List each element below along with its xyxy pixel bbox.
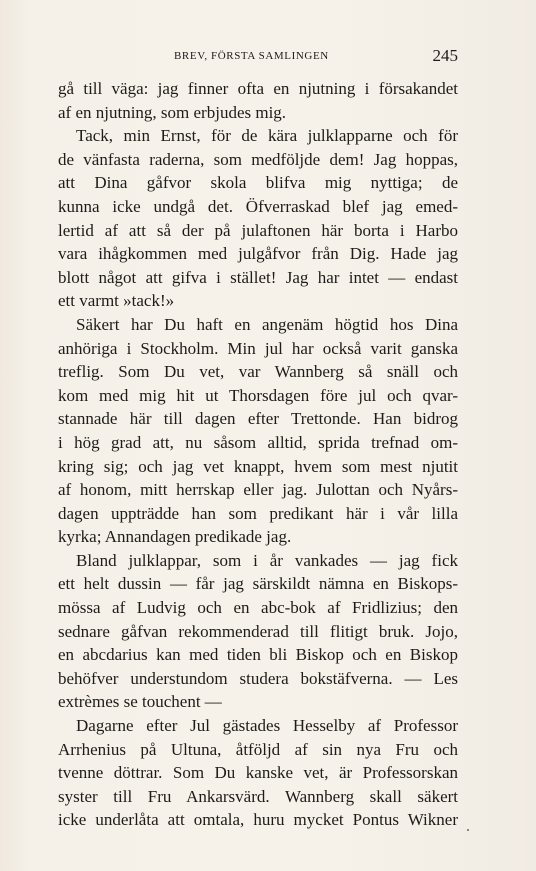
- text-line: anhöriga i Stockholm. Min jul har också varit ganska: [58, 338, 458, 358]
- text-line: af en njutning, som erbjudes mig.: [58, 102, 287, 122]
- text-line: af honom, mitt herrskap eller jag. Julottan och Nyårs-: [58, 480, 458, 500]
- text-line: syster till Fru Ankarsvärd. Wannberg skall säkert: [58, 786, 458, 806]
- text-line: blott något att gifva i stället! Jag har intet — endast: [58, 267, 458, 287]
- text-line: stannade här till dagen efter Trettonde. Han bidrog: [58, 409, 458, 429]
- body-text: [58, 77, 458, 832]
- text-line: lertid af att så der på julaftonen här borta i Harbo: [58, 220, 458, 240]
- text-line: ett varmt »tack!»: [58, 291, 175, 311]
- text-line: att Dina gåfvor skola blifva mig nyttiga; de: [58, 173, 458, 193]
- text-line: Tack, min Ernst, för de kära julklapparne och för: [76, 126, 458, 146]
- text-line: i hög grad att, nu såsom alltid, sprida trefnad om-: [58, 432, 458, 452]
- text-line: mössa af Ludvig och en abc-bok af Fridlizius; den: [58, 598, 458, 618]
- text-line: vara ihågkommen med julgåfvor från Dig. Hade jag: [58, 244, 458, 264]
- page-header: [58, 46, 458, 68]
- text-line: extrèmes se touchent —: [58, 692, 222, 712]
- paper-speck: [467, 829, 469, 831]
- text-line: en abcdarius kan med tiden bli Biskop och en Biskop: [58, 645, 458, 665]
- text-line: dagen uppträdde han som predikant här i vår lilla: [58, 503, 458, 523]
- text-line: icke underlåta att omtala, huru mycket Pontus Wikner: [58, 810, 458, 830]
- running-head: BREV, FÖRSTA SAMLINGEN: [174, 50, 329, 62]
- text-line: kom med mig hit ut Thorsdagen före jul och qvar-: [58, 385, 458, 405]
- text-line: treflig. Som Du vet, var Wannberg så snäll och: [58, 362, 458, 382]
- text-line: tvenne döttrar. Som Du kanske vet, är Professorskan: [58, 763, 458, 783]
- page-number: 245: [432, 46, 458, 65]
- text-line: kring sig; och jag vet knappt, hvem som mest njutit: [58, 456, 458, 476]
- text-line: behöfver understundom studera bokstäfverna. — Les: [58, 668, 458, 688]
- text-line: kyrka; Annandagen predikade jag.: [58, 527, 292, 547]
- text-line: ett helt dussin — får jag särskildt nämna en Biskops-: [58, 574, 458, 594]
- text-line: Arrhenius på Ultuna, åtföljd af sin nya Fru och: [58, 739, 458, 759]
- text-line: Bland julklappar, som i år vankades — jag fick: [76, 550, 458, 570]
- text-line: de vänfasta raderna, som medföljde dem! Jag hoppas,: [58, 149, 458, 169]
- text-line: gå till väga: jag finner ofta en njutning i försakandet: [58, 79, 458, 98]
- text-line: kunna icke undgå det. Öfverraskad blef jag emed-: [58, 196, 458, 216]
- text-line: Säkert har Du haft en angenäm högtid hos Dina: [76, 314, 458, 334]
- text-line: Dagarne efter Jul gästades Hesselby af Professor: [76, 716, 458, 736]
- text-line: sednare gåfvan rekommenderad till flitigt bruk. Jojo,: [58, 621, 458, 641]
